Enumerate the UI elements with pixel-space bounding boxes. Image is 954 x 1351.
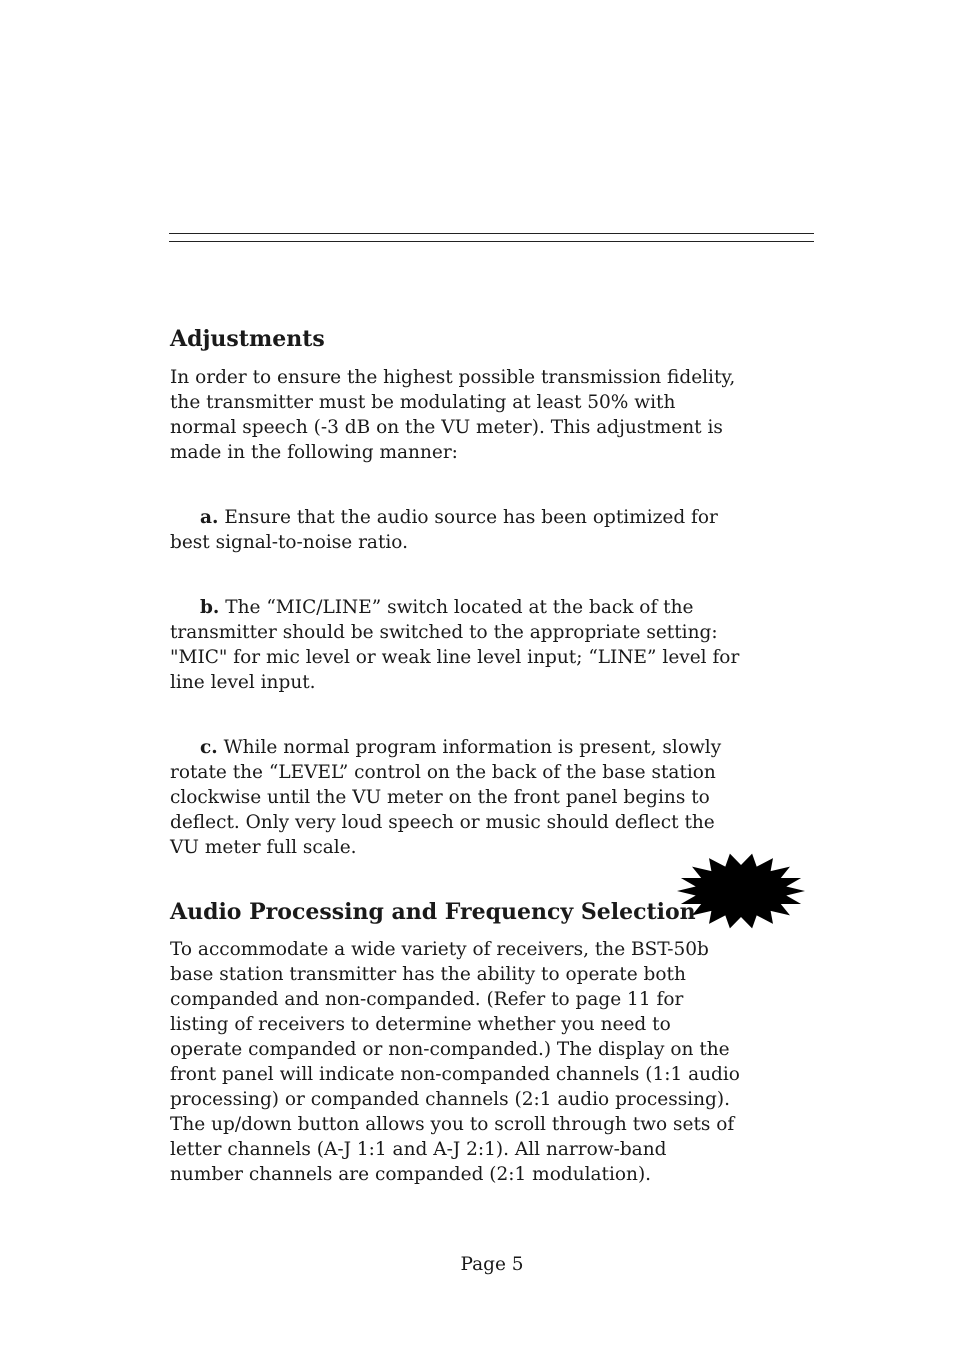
adjustments-heading: Adjustments <box>170 326 325 352</box>
header-rule-bottom <box>169 241 814 242</box>
adjustments-intro: In order to ensure the highest possible transmission fidelity, the transmitter must be modulating at least 50% with normal speech (-3 dB on the VU meter). This adjustment is made in the following manner: <box>170 367 736 463</box>
page-number: Page 5 <box>460 1254 524 1275</box>
audio-processing-heading: Audio Processing and Frequency Selection <box>170 899 696 925</box>
step-a-label: a. <box>200 507 219 528</box>
step-b <box>170 595 745 695</box>
step-c-label: c. <box>200 737 218 758</box>
step-a <box>170 505 745 555</box>
step-c-text: While normal program information is present, slowly rotate the “LEVEL” control on the back of the base station clockwise until the VU meter on the front panel begins to deflect. Only very loud speech or music should deflect the VU meter full scale. <box>170 737 722 858</box>
step-b-label: b. <box>200 597 220 618</box>
step-c <box>170 735 745 860</box>
step-a-text: Ensure that the audio source has been optimized for best signal-to-noise ratio. <box>170 507 718 553</box>
audio-processing-body: To accommodate a wide variety of receivers, the BST-50b base station transmitter has the ability to operate both companded and non-companded. (Refer to page 11 for listing of receivers to determine whether you need to operate companded or non-companded.) The display on the front panel will indicate non-companded channels (1:1 audio processing) or companded channels (2:1 audio processing). The up/down button allows you to scroll through two sets of letter channels (A-J 1:1 and A-J 2:1). All narrow-band number channels are companded (2:1 modulation). <box>170 939 740 1185</box>
header-rule-top <box>169 233 814 234</box>
step-b-text: The “MIC/LINE” switch located at the back of the transmitter should be switched to the appropriate setting: "MIC" for mic level or weak line level input; “LINE” level for line level input. <box>170 597 740 693</box>
